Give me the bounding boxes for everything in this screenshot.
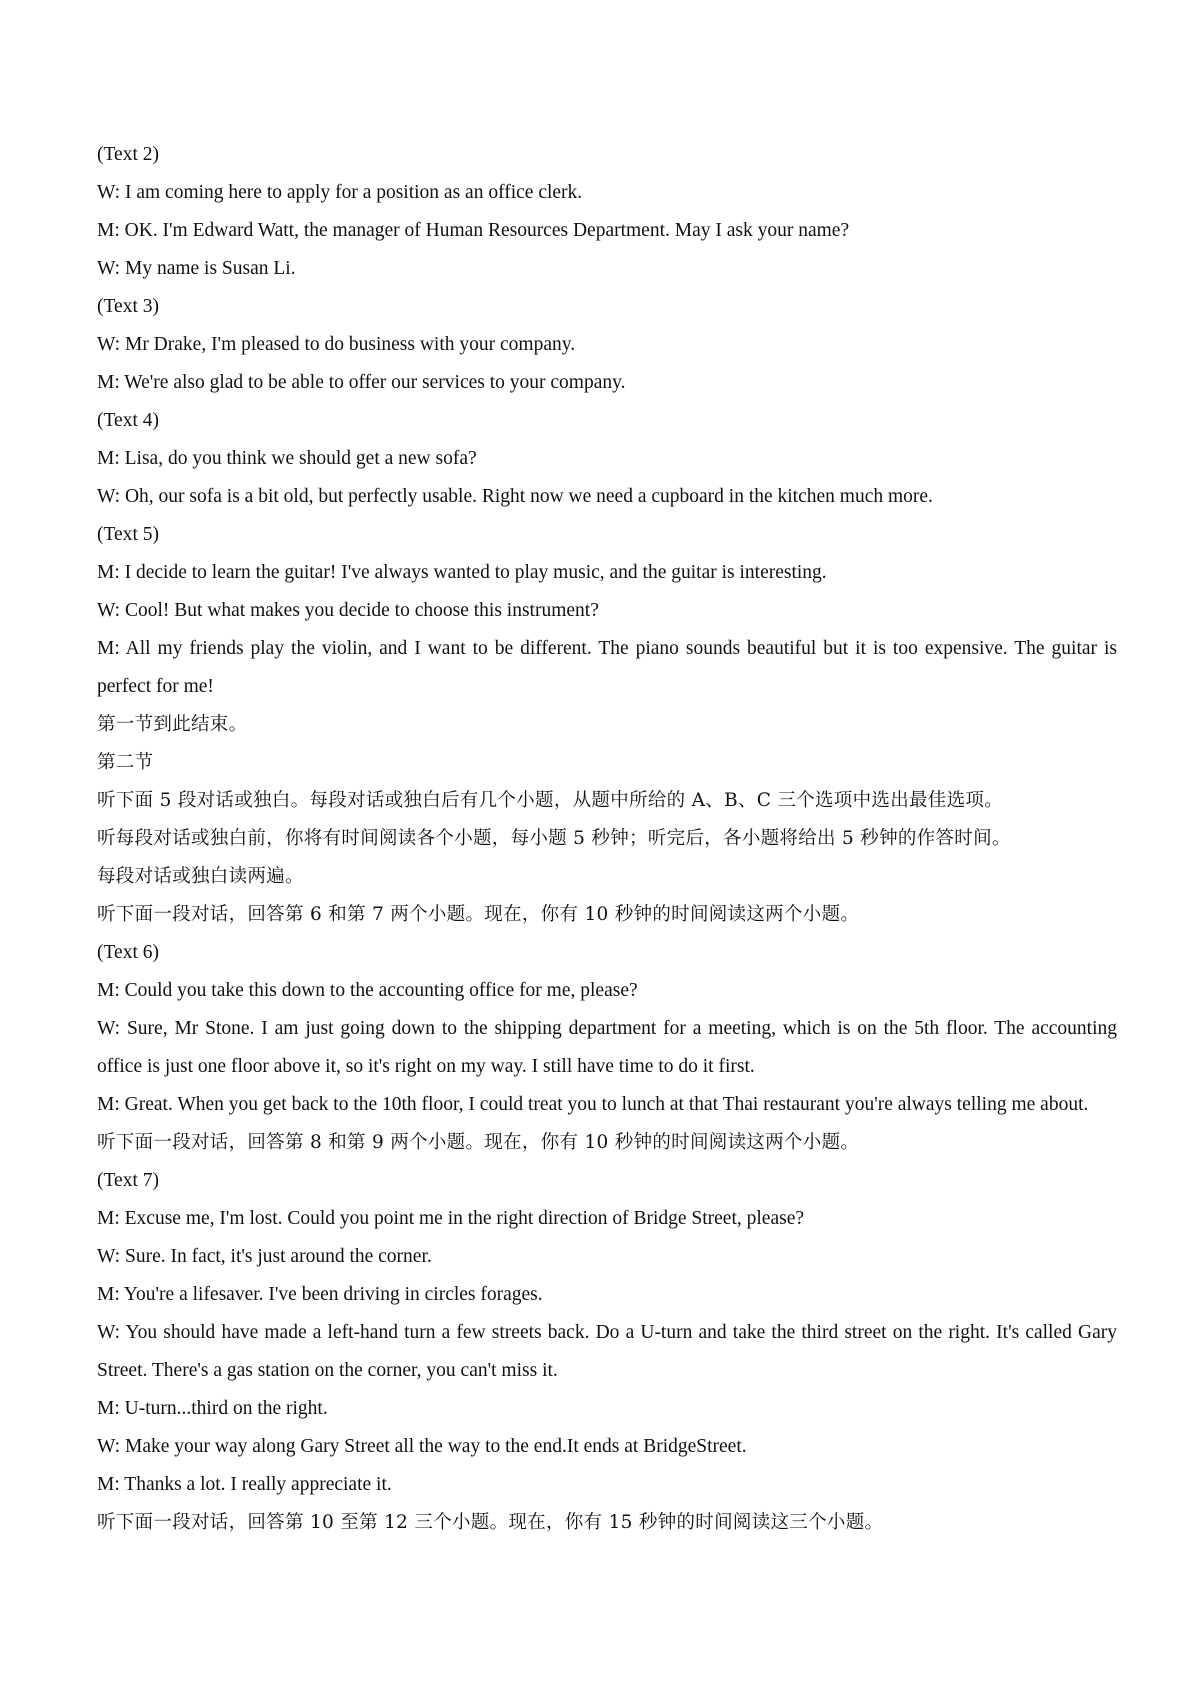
dialogue-line: W: Mr Drake, I'm pleased to do business with your company.: [97, 334, 576, 355]
section-heading: 第二节: [97, 752, 154, 773]
question-instruction: 听下面一段对话，回答第 10 至第 12 三个小题。现在，你有 15 秒钟的时间阅读这三个小题。: [97, 1512, 884, 1533]
dialogue-line: M: Great. When you get back to the 10th floor, I could treat you to lunch at that Thai restaurant you're always telling me about.: [97, 1094, 1089, 1115]
dialogue-line: W: My name is Susan Li.: [97, 258, 296, 279]
question-instruction: 听下面一段对话，回答第 6 和第 7 两个小题。现在，你有 10 秒钟的时间阅读这两个小题。: [97, 904, 860, 925]
text-heading: (Text 3): [97, 296, 159, 317]
dialogue-line: W: You should have made a left-hand turn a few streets back. Do a U-turn and take the third street on the right. It's called Gary Street. There's a gas station on the corner, you can't miss it.: [97, 1322, 1117, 1381]
question-instruction: 听下面一段对话，回答第 8 和第 9 两个小题。现在，你有 10 秒钟的时间阅读这两个小题。: [97, 1132, 860, 1153]
dialogue-line: M: All my friends play the violin, and I want to be different. The piano sounds beautiful but it is too expensive. The guitar is perfect for me!: [97, 638, 1117, 697]
dialogue-line: M: You're a lifesaver. I've been driving in circles forages.: [97, 1284, 543, 1305]
text-heading: (Text 2): [97, 144, 159, 165]
dialogue-line: M: OK. I'm Edward Watt, the manager of Human Resources Department. May I ask your name?: [97, 220, 850, 241]
section-end-note: 第一节到此结束。: [97, 714, 248, 735]
instruction-line: 每段对话或独白读两遍。: [97, 866, 304, 887]
dialogue-line: W: Sure, Mr Stone. I am just going down to the shipping department for a meeting, which is on the 5th floor. The accounting office is just one floor above it, so it's right on my way. I still have time to do it first.: [97, 1018, 1117, 1077]
dialogue-line: W: Sure. In fact, it's just around the corner.: [97, 1246, 432, 1267]
instruction-line: 听每段对话或独白前，你将有时间阅读各个小题，每小题 5 秒钟；听完后，各小题将给出 5 秒钟的作答时间。: [97, 828, 1011, 849]
instruction-line: 听下面 5 段对话或独白。每段对话或独白后有几个小题，从题中所给的 A、B、C 三个选项中选出最佳选项。: [97, 790, 1004, 811]
dialogue-line: M: Excuse me, I'm lost. Could you point me in the right direction of Bridge Street, please?: [97, 1208, 804, 1229]
dialogue-line: W: Oh, our sofa is a bit old, but perfectly usable. Right now we need a cupboard in the kitchen much more.: [97, 486, 933, 507]
text-heading: (Text 6): [97, 942, 159, 963]
dialogue-line: M: Lisa, do you think we should get a new sofa?: [97, 448, 477, 469]
dialogue-line: M: Could you take this down to the accounting office for me, please?: [97, 980, 638, 1001]
dialogue-line: M: Thanks a lot. I really appreciate it.: [97, 1474, 392, 1495]
dialogue-line: W: Cool! But what makes you decide to choose this instrument?: [97, 600, 599, 621]
dialogue-line: M: We're also glad to be able to offer our services to your company.: [97, 372, 626, 393]
dialogue-line: W: I am coming here to apply for a position as an office clerk.: [97, 182, 583, 203]
dialogue-line: M: I decide to learn the guitar! I've always wanted to play music, and the guitar is interesting.: [97, 562, 827, 583]
dialogue-line: M: U-turn...third on the right.: [97, 1398, 328, 1419]
document-page: [97, 136, 1117, 1542]
dialogue-line: W: Make your way along Gary Street all the way to the end.It ends at BridgeStreet.: [97, 1436, 747, 1457]
text-heading: (Text 7): [97, 1170, 159, 1191]
text-heading: (Text 4): [97, 410, 159, 431]
text-heading: (Text 5): [97, 524, 159, 545]
